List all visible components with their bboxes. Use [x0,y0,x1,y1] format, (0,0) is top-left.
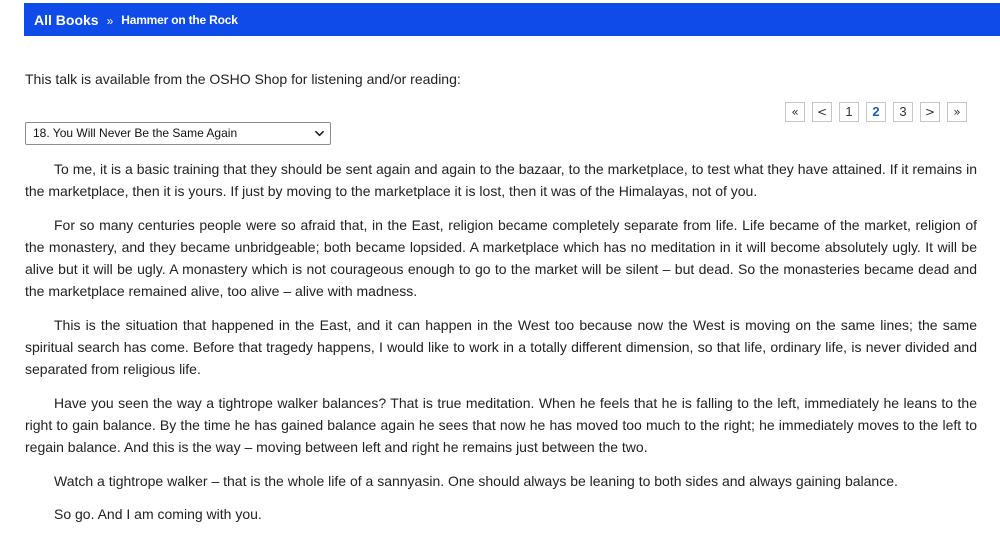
paragraph: This is the situation that happened in the East, and it can happen in the West too because now the West is moving on the same lines; the same spiritual search has come. Before that tragedy happens, I would like to work in a totally different dimension, so that life, ordinary life, is never divided and separated from religious life. [25,316,977,378]
chapter-select[interactable] [25,122,331,145]
chapter-select-value: 18. You Will Never Be the Same Again [33,126,238,140]
page-last-button[interactable]: » [947,102,967,122]
page-2-button[interactable]: 2 [866,102,886,122]
shop-availability-text: This talk is available from the OSHO Shop for listening and/or reading: [25,71,461,87]
paragraph: For so many centuries people were so afraid that, in the East, religion became completely separate from life. Life became of the market, religion of the monastery, and they became unbridgeable; both became lopsided. A marketplace which has no meditation in it will become absolutely ugly. It will be alive but it will be ugly. A monastery which is not courageous enough to go to the market will be silent – but dead. So the monasteries became dead and the marketplace remained alive, too alive – alive with madness. [25,216,977,300]
paragraph: Have you seen the way a tightrope walker balances? That is true meditation. When he feels that he is falling to the left, immediately he leans to the right to gain balance. By the time he has gained balance again he sees that now he has moved too much to the right; he immediately moves to the left to regain balance. And this is the way – moving between left and right he remains just between the two. [25,394,977,456]
page-1-button[interactable]: 1 [839,102,859,122]
breadcrumb-separator: » [106,13,114,28]
talk-text [25,158,977,536]
page-3-button[interactable]: 3 [893,102,913,122]
page-first-button[interactable]: « [785,102,805,122]
breadcrumb-all-books-link[interactable]: All Books [34,11,99,28]
page-prev-button[interactable]: < [812,102,832,122]
breadcrumb [24,3,1000,36]
paragraph: To me, it is a basic training that they should be sent again and again to the bazaar, to the marketplace, to test what they have attained. If it remains in the marketplace, then it is yours. If just by moving to the marketplace it is lost, then it was of the Himalayas, not of you. [25,161,977,200]
chevron-down-icon [315,129,324,138]
paragraph: So go. And I am coming with you. [54,505,262,522]
paragraph: Watch a tightrope walker – that is the whole life of a sannyasin. One should always be leaning to both sides and always gaining balance. [54,472,898,489]
pagination [785,102,967,122]
breadcrumb-book-link[interactable]: Hammer on the Rock [121,12,238,27]
page-next-button[interactable]: > [920,102,940,122]
